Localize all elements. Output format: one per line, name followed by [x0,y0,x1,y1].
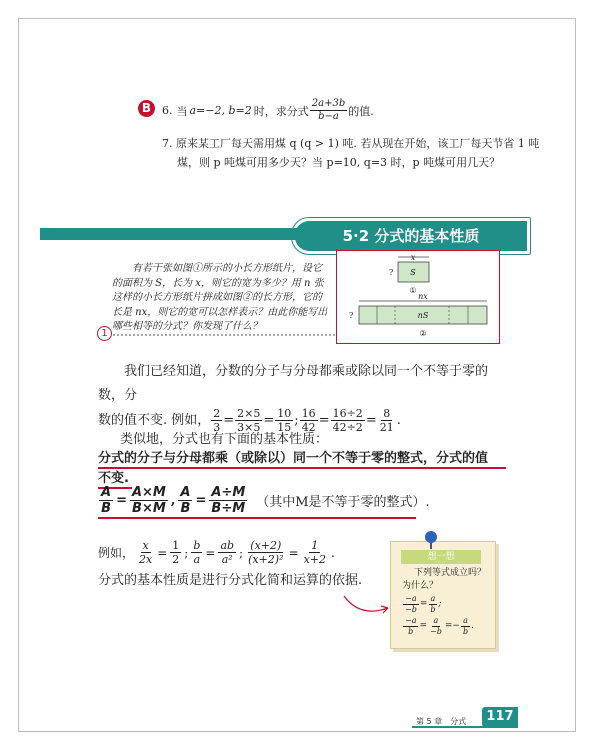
p1-line1: 我们已经知道，分数的分子与分母都乘或除以同一个不等于零的数，分 [98,364,489,403]
note-text [402,567,490,636]
footer-chapter: 第 5 章 分式 [416,717,467,726]
svg-text:nx [418,292,428,301]
question-6 [162,99,374,122]
formula-frac-2: $\frac{A\times M}{B\times M}$ [131,485,166,516]
eg-frac-4: $\frac{ab}{\text{a²}}$ [220,539,235,566]
ex-frac-4: $\frac{16}{42}$ [301,407,316,434]
property-formula: $\frac{A}{B}$ = $\frac{A\times M}{B\times M}$ , $\frac{A}{B}$ = $\frac{A\div M}{B\div M}$ （其中M是不等于零的整式）. [101,485,430,516]
svg-text:② [419,329,426,338]
fig-top-q: ? [389,268,394,277]
paragraph-2: 类似地，分式也有下面的基本性质： [120,432,329,447]
fig-bottom-q: ? [349,311,354,320]
page-number: 117 [482,707,518,727]
section-title: 5·2 分式的基本性质 [295,221,527,251]
ex-frac-6: $\frac{8}{21}$ [379,407,394,434]
svg-text:? [349,311,353,320]
svg-text:① [409,286,416,295]
q6-cond: a=−2, b=2 [189,104,252,117]
q7-line1: 7. 原来某工厂每天需用煤 q (q > 1) 吨. 若从现在开始，该工厂每天节省 1 吨 [162,137,540,150]
rule-line1: 分式的分子与分母都乘（或除以）同一个不等于零的整式，分式的值 [98,451,489,466]
fig-label-2: ② [419,329,427,338]
footer-line [412,726,518,728]
fig-bottom-ns: nS [417,311,429,320]
svg-text:x [411,253,416,262]
note-line1: 下列等式成立吗？ [414,568,487,578]
ex-frac-1: $\frac{2}{3}$ [213,407,221,434]
rule-line2: 不变. [98,471,129,486]
red-underline-1 [98,467,506,469]
example-line: 例如， $\frac{x}{2x}$ = $\frac{1}{2}$ ; $\frac{b}{a}$ = $\frac{ab}{\text{a²}}$ ; $\frac{(x+2)}{\text{(x+2)²}}$ = $\frac{1}{x+2}$ . [98,539,335,566]
exercise-b-badge: B [138,100,155,117]
ex-frac-3: $\frac{10}{15}$ [277,407,292,434]
rectangles-figure [337,251,499,343]
note-line2: 为什么？ [402,581,439,591]
question-7 [162,134,539,172]
eg-frac-3: $\frac{b}{a}$ [193,539,201,566]
pin-icon [425,531,437,543]
p1-line2-text: 数的值不变. 例如， [98,412,211,428]
note-title: 想一想 [401,550,481,564]
eg-frac-2: $\frac{1}{2}$ [172,539,180,566]
dotted-divider [113,334,335,336]
paragraph-1 [98,360,508,433]
red-underline-3 [98,517,416,519]
formula-frac-1: $\frac{A}{B}$ [101,485,112,516]
fig-top-x: x [410,253,416,262]
eg-frac-5: $\frac{(x+2)}{\text{(x+2)²}}$ [248,539,284,566]
figure-box [336,250,500,344]
note-eq2: $\frac{-a}{b}$ = $\frac{a}{-b}$ =− $\frac{a}{b}$ . [405,616,474,636]
svg-text:nS [418,311,429,320]
fig-label-1: ① [409,286,417,295]
formula-frac-3: $\frac{A}{B}$ [180,485,191,516]
p1-line2: 数的值不变. 例如， $\frac{2}{3}$ = $\frac{2\times 5}{3\times 5}$ = $\frac{10}{15}$ ; $\frac{16}{42}$ = $\frac{16\div 2}{42\div 2}$ = $\frac{8}{21}$ . [98,407,401,434]
svg-text:S [410,268,416,277]
paragraph-3: 分式的基本性质是进行分式化简和运算的依据. [98,573,363,588]
rule-statement [98,449,506,489]
q6-text-b: 时，求分式 [253,104,309,118]
fig-top-s: S [410,268,416,277]
ex-frac-2: $\frac{2\times 5}{3\times 5}$ [237,407,261,434]
q7-line2: 煤，则 p 吨煤可用多少天？当 p=10, q=3 时，p 吨煤可用几天？ [177,156,501,169]
note-eq1: $\frac{-a}{-b}$ = $\frac{a}{b}$ ; [405,594,442,614]
fig-bottom-nx: nx [418,292,428,301]
eg-frac-6: $\frac{1}{x+2}$ [303,539,326,566]
intro-circle-label: 1 [97,326,112,341]
q6-text-c: 的值. [348,104,374,118]
ex-frac-5: $\frac{16\div 2}{42\div 2}$ [332,407,363,434]
intro-text: 有若干张如图①所示的小长方形纸片，设它的面积为 S，长为 x，则它的宽为多少？用 n 张这样的小长方形纸片拼成如图②的长方形，它的长是 nx，则它的宽可以怎样表示？由此你能写出哪些相等的分式？你发现了什么？ [112,263,328,332]
svg-text:? [389,268,393,277]
formula-frac-4: $\frac{A\div M}{B\div M}$ [211,485,246,516]
example-label: 例如， [98,546,135,560]
q6-text-a: 当 [176,104,188,118]
eg-frac-1: $\frac{x}{2x}$ [139,539,153,566]
q6-fraction: $\frac{2a+3b}{b-a}$ [311,98,346,122]
q6-label: 6. [162,104,173,117]
formula-note: （其中M是不等于零的整式）. [256,495,430,510]
